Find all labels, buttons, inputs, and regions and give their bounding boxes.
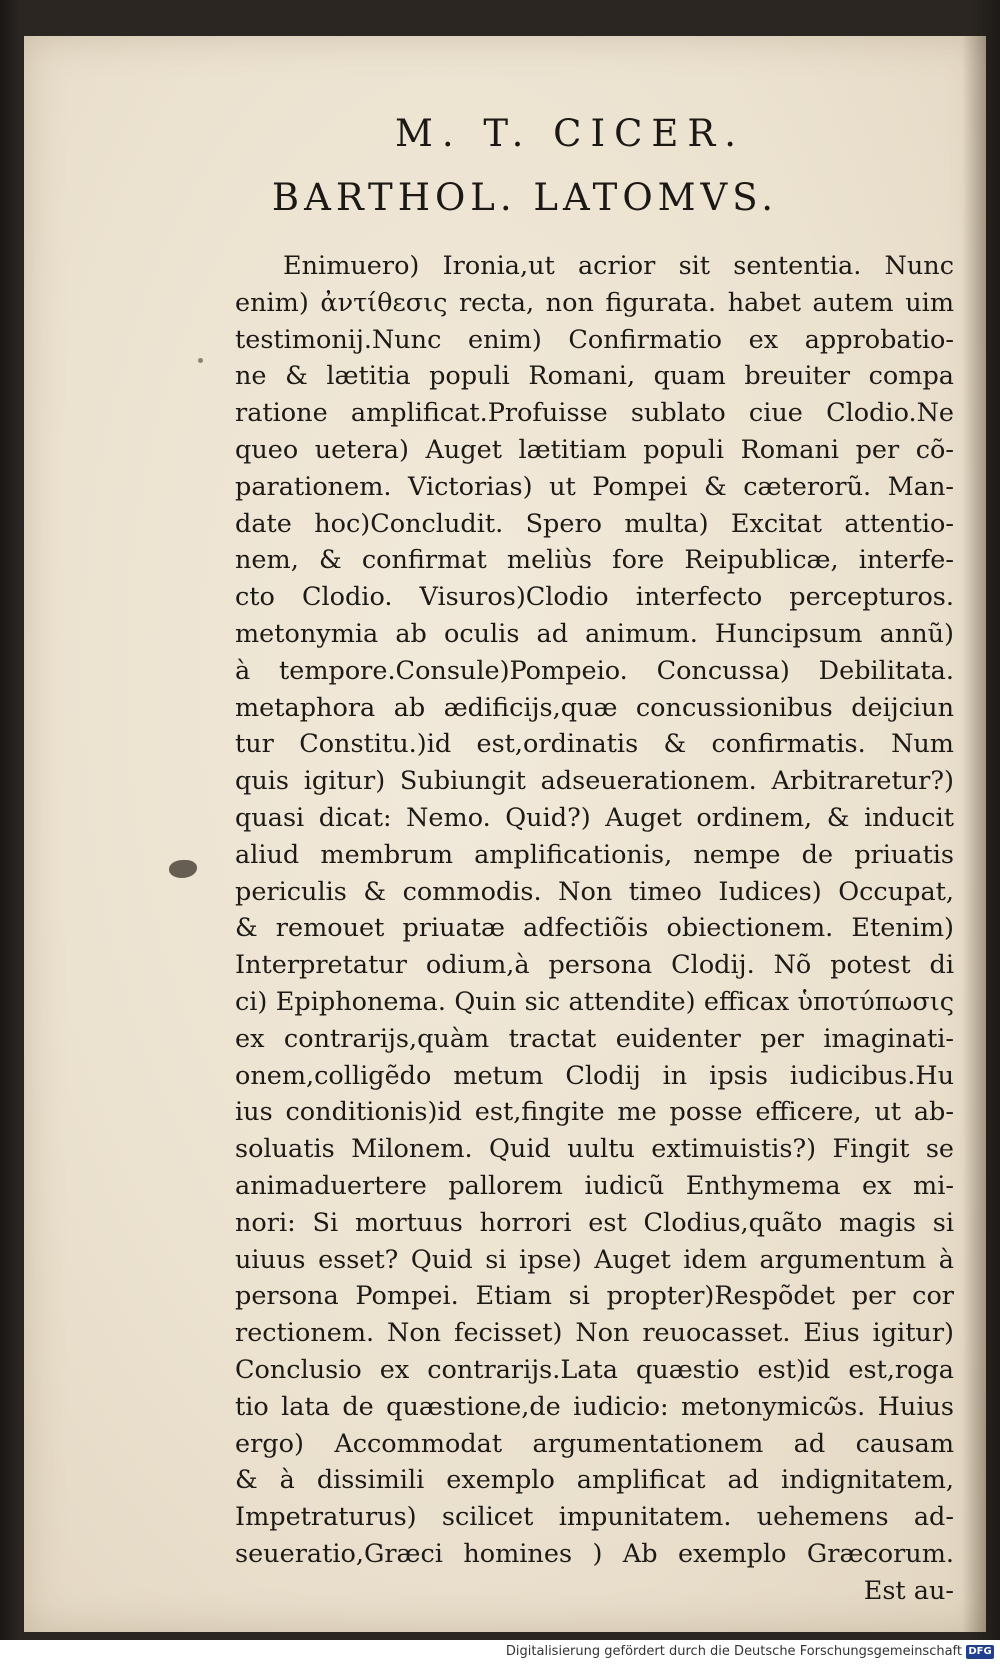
text-line: soluatis Milonem. Quid uultu extimuistis?) Fingit se <box>235 1134 954 1165</box>
section-head: BARTHOL. LATOMVS. <box>271 176 779 219</box>
body-text <box>235 248 954 1609</box>
text-line: tio lata de quæstione,de iudicio: metonymicῶs. Huius <box>235 1391 954 1422</box>
text-line: enim) ἀντίθεσις recta, non figurata. habet autem uim <box>235 287 954 318</box>
page-edge-shadow <box>962 36 986 1632</box>
text-line: à tempore.Consule)Pompeio. Concussa) Debilitata. <box>235 655 954 686</box>
text-line: queo uetera) Auget lætitiam populi Romani per cõ- <box>235 434 954 465</box>
text-line: nori: Si mortuus horrori est Clodius,quãto magis si <box>235 1207 954 1238</box>
footer-bar <box>0 1640 1000 1666</box>
text-line: Interpretatur odium,à persona Clodij. Nõ potest di <box>235 950 954 981</box>
text-line: & remouet priuatæ adfectiõis obiectionem. Etenim) <box>235 913 954 944</box>
text-line: seueratio,Græci homines ) Ab exemplo Græcorum. <box>235 1538 954 1569</box>
text-line: ex contrarijs,quàm tractat euidenter per imaginati- <box>235 1023 954 1054</box>
ink-blot <box>169 860 197 878</box>
text-line: quis igitur) Subiungit adseuerationem. Arbitraretur?) <box>235 766 954 797</box>
text-line: persona Pompei. Etiam si propter)Respõdet per cor <box>235 1281 954 1312</box>
text-line: ratione amplificat.Profuisse sublato ciue Clodio.Ne <box>235 398 954 429</box>
text-line: date hoc)Concludit. Spero multa) Excitat attentio- <box>235 508 954 539</box>
text-line: & à dissimili exemplo amplificat ad indignitatem, <box>235 1465 954 1496</box>
text-line: aliud membrum amplificationis, nempe de priuatis <box>235 839 954 870</box>
dfg-logo: DFG <box>966 1645 994 1659</box>
text-line: ne & lætitia populi Romani, quam breuiter compa <box>235 361 954 392</box>
text-line: rectionem. Non fecisset) Non reuocasset. Eius igitur) <box>235 1318 954 1349</box>
text-line: parationem. Victorias) ut Pompei & cæterorũ. Man- <box>235 471 954 502</box>
text-line: Impetraturus) scilicet impunitatem. uehemens ad- <box>235 1502 954 1533</box>
text-line: onem,colligẽdo metum Clodij in ipsis iudicibus.Hu <box>235 1060 954 1091</box>
footer-credit: Digitalisierung gefördert durch die Deutsche Forschungsgemeinschaft <box>505 1644 962 1659</box>
text-line: nem, & confirmat meliùs fore Reipublicæ, interfe- <box>235 545 954 576</box>
text-line: ius conditionis)id est,fingite me posse efficere, ut ab- <box>235 1097 954 1128</box>
text-line: metonymia ab oculis ad animum. Huncipsum annũ) <box>235 618 954 649</box>
running-head: M. T. CICER. <box>394 112 746 155</box>
text-line: Enimuero) Ironia,ut acrior sit sententia. Nunc <box>283 251 954 281</box>
text-line: ergo) Accommodat argumentationem ad causam <box>235 1428 954 1459</box>
text-line: uiuus esset? Quid si ipse) Auget idem argumentum à <box>235 1244 954 1275</box>
text-line: tur Constitu.)id est,ordinatis & confirmatis. Num <box>235 729 954 760</box>
text-line: quasi dicat: Nemo. Quid?) Auget ordinem, & inducit <box>235 802 954 833</box>
catchword: Est au- <box>863 1575 954 1606</box>
text-line: cto Clodio. Visuros)Clodio interfecto percepturos. <box>235 582 954 613</box>
text-line: metaphora ab ædificijs,quæ concussionibus deijciun <box>235 692 954 723</box>
text-line: testimonij.Nunc enim) Confirmatio ex approbatio- <box>235 324 954 355</box>
text-line: periculis & commodis. Non timeo Iudices) Occupat, <box>235 876 954 907</box>
text-line: ci) Epiphonema. Quin sic attendite) efficax ὑποτύπωσις <box>235 986 954 1017</box>
text-line: animaduertere pallorem iudicũ Enthymema ex mi- <box>235 1170 954 1201</box>
ink-speck <box>198 358 203 363</box>
text-line: Conclusio ex contrarijs.Lata quæstio est)id est,roga <box>235 1354 954 1385</box>
book-page <box>24 36 986 1632</box>
